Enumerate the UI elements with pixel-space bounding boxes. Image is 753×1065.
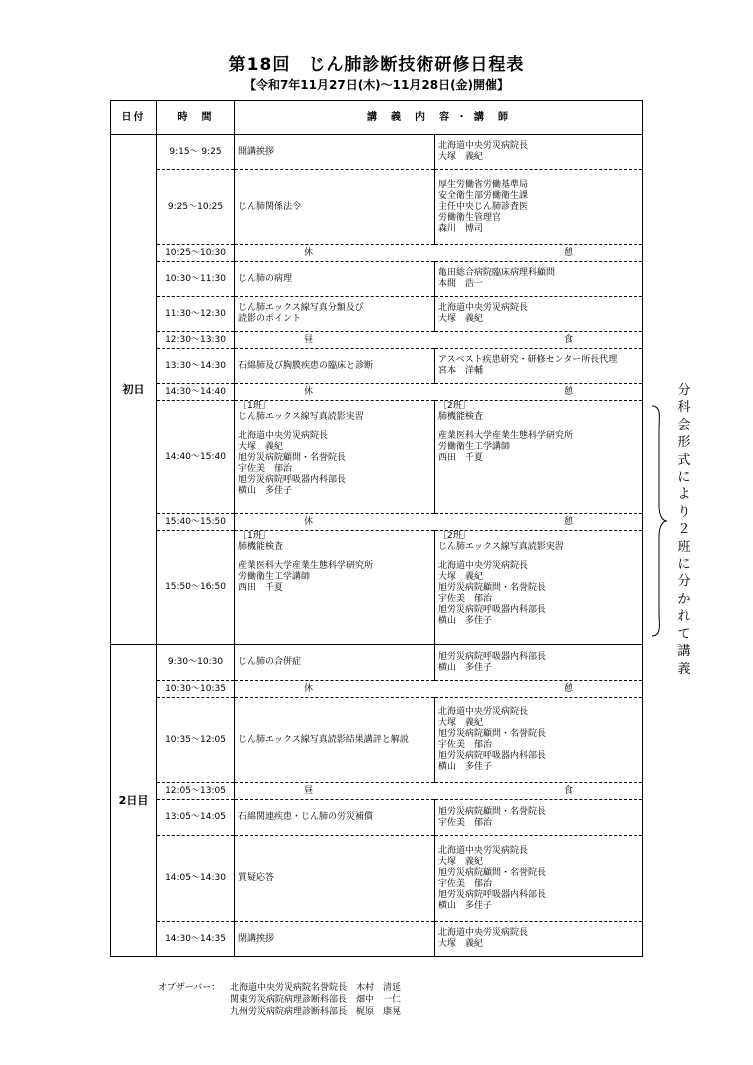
break-label-right: 憩	[563, 683, 573, 694]
side-note-char: 式	[677, 452, 691, 468]
lecturer-line: 産業医科大学産業生態科学研究所	[238, 561, 374, 571]
group-label: ［1班］	[238, 401, 271, 411]
lecturer-line: 労働衛生工学講師	[238, 572, 311, 582]
lecturer-line: 旭労災病院呼吸器内科部長	[238, 475, 347, 485]
observer-line	[158, 1006, 401, 1018]
lecturer-line: 横山 多佳子	[438, 662, 493, 673]
lecturer-line: 森川 博司	[438, 223, 484, 234]
break-label-left: 昼	[303, 785, 313, 796]
topic-line: じん肺エックス線写真分類及び	[238, 303, 364, 313]
side-note-char: 義	[677, 661, 691, 677]
lecturer-cell	[435, 922, 643, 957]
lecturer-line: 厚生労働省労働基準局	[438, 179, 529, 190]
topic-cell	[235, 297, 435, 332]
lecturer-line: 北海道中央労災病院長	[438, 845, 529, 856]
topic-cell	[235, 531, 435, 645]
break-label-right: 食	[563, 785, 573, 796]
time-cell: 15:40～15:50	[157, 514, 235, 531]
lecturer-line: 宇佐美 郁治	[438, 740, 493, 750]
break-row	[111, 384, 643, 401]
curly-brace-icon	[650, 405, 670, 637]
topic-cell	[235, 135, 435, 170]
lecturer-line: 宮本 洋輔	[438, 366, 484, 376]
lecturer-cell	[435, 349, 643, 384]
break-row	[111, 332, 643, 349]
group-label: ［2班］	[438, 531, 471, 541]
lecturer-line: 大塚 義紀	[438, 314, 484, 324]
topic-cell	[235, 401, 435, 514]
lecturer-line: 北海道中央労災病院長	[438, 928, 529, 938]
table-row	[111, 349, 643, 384]
topic-cell	[235, 170, 435, 245]
day-label: 初日	[111, 135, 157, 645]
lecturer-line: 大塚 義紀	[438, 856, 484, 867]
lecturer-line: 旭労災病院顧問・名誉院長	[438, 867, 547, 878]
table-row	[111, 170, 643, 245]
lecturer-line: 西田 千夏	[438, 453, 484, 463]
lecturer-line: 大塚 義紀	[238, 442, 284, 452]
topic-line: じん肺エックス線写真読影実習	[438, 542, 564, 552]
lecturer-line: アスベスト疾患研究・研修センター所長代理	[438, 355, 618, 365]
topic-cell	[235, 698, 435, 783]
lecturer-line: 横山 多佳子	[438, 616, 493, 626]
lecturer-line: 旭労災病院呼吸器内科部長	[438, 651, 547, 662]
table-row	[111, 297, 643, 332]
topic-cell	[235, 836, 435, 922]
lecturer-cell	[435, 262, 643, 297]
lecturer-cell	[435, 698, 643, 783]
break-label-right: 憩	[563, 516, 573, 527]
table-row	[111, 836, 643, 922]
break-label-left: 休	[303, 386, 313, 397]
lecturer-line: 旭労災病院顧問・名誉院長	[438, 806, 547, 817]
side-note-char: に	[677, 557, 691, 573]
observer-entry: 関東労災病院病理診断科部長 畑中 一仁	[230, 995, 402, 1005]
break-row	[111, 245, 643, 262]
table-row	[111, 645, 643, 681]
break-row	[111, 783, 643, 800]
header-content: 講 義 内 容 ・ 講 師	[235, 101, 643, 135]
lecturer-line: 産業医科大学産業生態科学研究所	[438, 431, 574, 441]
time-cell: 9:25～10:25	[157, 170, 235, 245]
lecturer-line: 横山 多佳子	[438, 762, 493, 772]
lecturer-line: 労働衛生工学講師	[438, 442, 511, 452]
lecturer-cell	[435, 297, 643, 332]
lecturer-cell	[435, 836, 643, 922]
lecturer-line: 旭労災病院呼吸器内科部長	[438, 751, 547, 761]
lecturer-cell	[435, 401, 643, 514]
time-cell: 14:30～14:35	[157, 922, 235, 957]
lecturer-line: 横山 多佳子	[238, 486, 293, 496]
lecturer-line: 労働衛生管理官	[438, 212, 502, 223]
topic-cell	[235, 262, 435, 297]
topic-cell	[235, 922, 435, 957]
day-label: 2日目	[111, 645, 157, 957]
page-subtitle: 【令和7年11月27日(木)～11月28日(金)開催】	[243, 78, 510, 92]
topic-line: 開講挨拶	[238, 146, 275, 157]
topic-line: じん肺エックス線写真読影実習	[238, 412, 364, 422]
break-row	[111, 514, 643, 531]
observer-entry: 北海道中央労災病院名誉院長 木村 清延	[230, 983, 402, 993]
observer-line	[158, 994, 401, 1006]
break-label-right: 食	[563, 334, 573, 345]
page-title: 第18回 じん肺診断技術研修日程表	[228, 55, 525, 75]
lecturer-line: 横山 多佳子	[438, 900, 493, 911]
break-cell	[235, 384, 643, 401]
time-cell: 10:25～10:30	[157, 245, 235, 262]
time-cell: 12:30～13:30	[157, 332, 235, 349]
observer-line	[158, 982, 401, 994]
topic-line: 石綿肺及び胸膜疾患の臨床と診断	[238, 360, 374, 371]
table-row	[111, 401, 643, 514]
side-note-char: 会	[677, 417, 691, 433]
time-cell: 10:35～12:05	[157, 698, 235, 783]
lecturer-line: 北海道中央労災病院長	[438, 303, 529, 313]
lecturer-cell	[435, 531, 643, 645]
side-note-char: て	[677, 626, 691, 642]
lecturer-line: 宇佐美 郁治	[438, 817, 493, 828]
topic-line: 石綿関連疾患・じん肺の労災補償	[238, 812, 374, 822]
time-cell: 12:05～13:05	[157, 783, 235, 800]
break-cell	[235, 783, 643, 800]
topic-line: じん肺エックス線写真読影結果講評と解説	[238, 734, 409, 745]
table-row	[111, 135, 643, 170]
lecturer-line: 大塚 義紀	[438, 939, 484, 949]
break-label-left: 昼	[303, 334, 313, 345]
time-cell: 13:05～14:05	[157, 800, 235, 836]
topic-line: じん肺関係法令	[238, 201, 302, 212]
time-cell: 14:05～14:30	[157, 836, 235, 922]
time-cell: 13:30～14:30	[157, 349, 235, 384]
lecturer-line: 亀田総合病院臨床病理科顧問	[438, 268, 556, 278]
topic-line: 読影のポイント	[238, 314, 302, 324]
table-row	[111, 922, 643, 957]
lecturer-line: 本間 浩一	[438, 279, 484, 289]
lecturer-line: 宇佐美 郁治	[438, 594, 493, 604]
lecturer-line: 大塚 義紀	[438, 572, 484, 582]
lecturer-cell	[435, 170, 643, 245]
lecturer-line: 安全衛生部労働衛生課	[438, 190, 529, 201]
side-note-char: 講	[677, 644, 691, 660]
table-row	[111, 262, 643, 297]
topic-line: 肺機能検査	[238, 542, 284, 552]
side-note-char: り	[677, 504, 691, 520]
lecturer-line: 旭労災病院顧問・名誉院長	[238, 453, 347, 463]
break-label-left: 休	[303, 247, 313, 258]
topic-line: じん肺の合併症	[238, 657, 302, 667]
table-row	[111, 800, 643, 836]
side-note-char: 班	[677, 539, 691, 555]
lecturer-line: 大塚 義紀	[438, 718, 484, 728]
observer-block	[158, 982, 401, 1018]
table-header-row	[111, 101, 643, 135]
observer-label: オブザーバー：	[158, 983, 221, 993]
group-label: ［2班］	[438, 401, 471, 411]
lecturer-line: 主任中央じん肺診査医	[438, 201, 529, 212]
lecturer-line: 宇佐美 郁治	[438, 878, 493, 889]
break-cell	[235, 681, 643, 698]
lecturer-line: 西田 千夏	[238, 583, 284, 593]
observer-entry: 九州労災病院病理診断科部長 梶原 康晃	[230, 1007, 402, 1017]
time-cell: 10:30～10:35	[157, 681, 235, 698]
break-label-right: 憩	[563, 386, 573, 397]
time-cell: 9:30～10:30	[157, 645, 235, 681]
lecturer-cell	[435, 135, 643, 170]
topic-cell	[235, 645, 435, 681]
lecturer-line: 北海道中央労災病院長	[438, 141, 529, 151]
topic-line: 閉講挨拶	[238, 933, 275, 944]
break-cell	[235, 514, 643, 531]
break-label-left: 休	[303, 683, 313, 694]
lecturer-line: 旭労災病院呼吸器内科部長	[438, 889, 547, 900]
lecturer-line: 北海道中央労災病院長	[438, 707, 529, 717]
time-cell: 15:50～16:50	[157, 531, 235, 645]
side-note-char: に	[677, 470, 691, 486]
table-row	[111, 531, 643, 645]
side-note-char: よ	[677, 487, 691, 503]
lecturer-line: 北海道中央労災病院長	[438, 561, 529, 571]
topic-cell	[235, 800, 435, 836]
side-note-char: 科	[677, 400, 691, 416]
side-note-char: ２	[677, 522, 691, 538]
lecturer-line: 北海道中央労災病院長	[238, 431, 329, 441]
lecturer-line: 旭労災病院顧問・名誉院長	[438, 729, 547, 739]
lecturer-cell	[435, 645, 643, 681]
header-date: 日付	[111, 101, 157, 135]
break-label-right: 憩	[563, 247, 573, 258]
topic-line: じん肺の病理	[238, 273, 293, 284]
break-row	[111, 681, 643, 698]
break-cell	[235, 332, 643, 349]
schedule-table	[110, 100, 643, 957]
topic-line: 質疑応答	[238, 873, 275, 883]
break-cell	[235, 245, 643, 262]
side-note-char: 分	[677, 574, 691, 590]
time-cell: 9:15～ 9:25	[157, 135, 235, 170]
lecturer-line: 旭労災病院呼吸器内科部長	[438, 605, 547, 615]
time-cell: 14:30～14:40	[157, 384, 235, 401]
side-note-char: 分	[677, 383, 691, 398]
time-cell: 10:30～11:30	[157, 262, 235, 297]
topic-line: 肺機能検査	[438, 412, 484, 422]
time-cell: 14:40～15:40	[157, 401, 235, 514]
table-row	[111, 698, 643, 783]
time-cell: 11:30～12:30	[157, 297, 235, 332]
group-label: ［1班］	[238, 531, 271, 541]
lecturer-line: 宇佐美 郁治	[238, 464, 293, 474]
break-label-left: 休	[303, 516, 313, 527]
lecturer-cell	[435, 800, 643, 836]
side-note-char: か	[677, 591, 691, 607]
side-note-char: れ	[677, 609, 691, 625]
header-time: 時 間	[157, 101, 235, 135]
side-note	[676, 382, 692, 678]
lecturer-line: 大塚 義紀	[438, 152, 484, 162]
lecturer-line: 旭労災病院顧問・名誉院長	[438, 583, 547, 593]
side-note-char: 形	[677, 435, 691, 451]
topic-cell	[235, 349, 435, 384]
